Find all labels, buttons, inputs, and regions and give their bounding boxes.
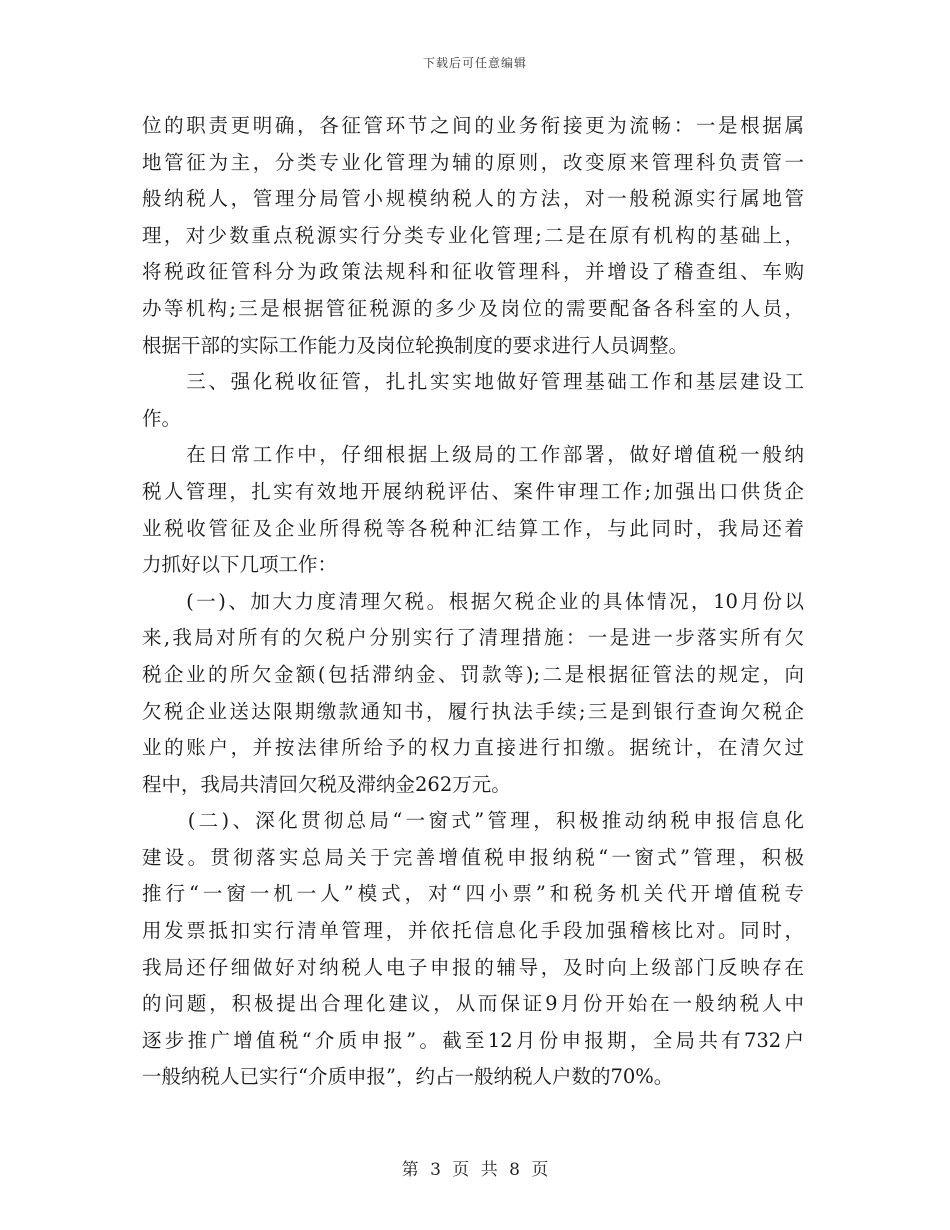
paragraph <box>142 584 804 804</box>
text-line: 的问题，积极提出合理化建议，从而保证9月份开始在一般纳税人中 <box>142 992 804 1016</box>
text-line: (一)、加大力度清理欠税。根据欠税企业的具体情况，10月份以 <box>142 589 804 613</box>
text-line: 逐步推广增值税“介质申报”。截至12月份申报期，全局共有732户 <box>142 1028 804 1052</box>
text-line: 在日常工作中，仔细根据上级局的工作部署，做好增值税一般纳 <box>142 443 804 467</box>
text-line: 根据干部的实际工作能力及岗位轮换制度的要求进行人员调整。 <box>142 333 689 357</box>
text-line: 我局还仔细做好对纳税人电子申报的辅导，及时向上级部门反映存在 <box>142 955 804 979</box>
text-line: 力抓好以下几项工作： <box>142 553 338 577</box>
text-line: 程中，我局共清回欠税及滞纳金262万元。 <box>142 772 511 796</box>
text-line: 将税政征管科分为政策法规科和征收管理科，并增设了稽查组、车购 <box>142 260 804 284</box>
text-line: 用发票抵扣实行清单管理，并依托信息化手段加强稽核比对。同时， <box>142 919 804 943</box>
text-line: 作。 <box>142 406 182 430</box>
text-line: 税企业的所欠金额(包括滞纳金、罚款等);二是根据征管法的规定，向 <box>142 662 804 686</box>
text-line: 办等机构;三是根据管征税源的多少及岗位的需要配备各科室的人员， <box>142 296 804 320</box>
text-line: 地管征为主，分类专业化管理为辅的原则，改变原来管理科负责管一 <box>142 150 804 174</box>
text-line: 税人管理，扎实有效地开展纳税评估、案件审理工作;加强出口供货企 <box>142 479 804 503</box>
text-line: 业税收管征及企业所得税等各税种汇结算工作，与此同时，我局还着 <box>142 516 804 540</box>
text-line: 三、强化税收征管，扎扎实实地做好管理基础工作和基层建设工 <box>142 370 804 394</box>
section-heading <box>142 364 804 437</box>
text-line: 业的账户，并按法律所给予的权力直接进行扣缴。据统计，在清欠过 <box>142 736 804 760</box>
text-line: 建设。贯彻落实总局关于完善增值税申报纳税“一窗式”管理，积极 <box>142 845 804 869</box>
paragraph <box>142 803 804 1096</box>
text-line: 来,我局对所有的欠税户分别实行了清理措施：一是进一步落实所有欠 <box>142 626 804 650</box>
text-line: 理，对少数重点税源实行分类专业化管理;二是在原有机构的基础上， <box>142 223 804 247</box>
text-line: 推行“一窗一机一人”模式，对“四小票”和税务机关代开增值税专 <box>142 882 804 906</box>
header-note: 下载后可任意编辑 <box>422 56 527 70</box>
text-line: 位的职责更明确，各征管环节之间的业务衔接更为流畅：一是根据属 <box>142 114 804 137</box>
text-line: 欠税企业送达限期缴款通知书，履行执法手续;三是到银行查询欠税企 <box>142 699 804 723</box>
paragraph <box>142 108 804 364</box>
text-line: (二)、深化贯彻总局“一窗式”管理，积极推动纳税申报信息化 <box>142 809 804 833</box>
paragraph <box>142 437 804 583</box>
text-line: 一般纳税人已实行“介质申报”，约占一般纳税人户数的70%。 <box>142 1065 674 1089</box>
body-text <box>142 108 804 1096</box>
page-number: 第 3 页 共 8 页 <box>401 1160 549 1180</box>
text-line: 般纳税人，管理分局管小规模纳税人的方法，对一般税源实行属地管 <box>142 187 804 211</box>
